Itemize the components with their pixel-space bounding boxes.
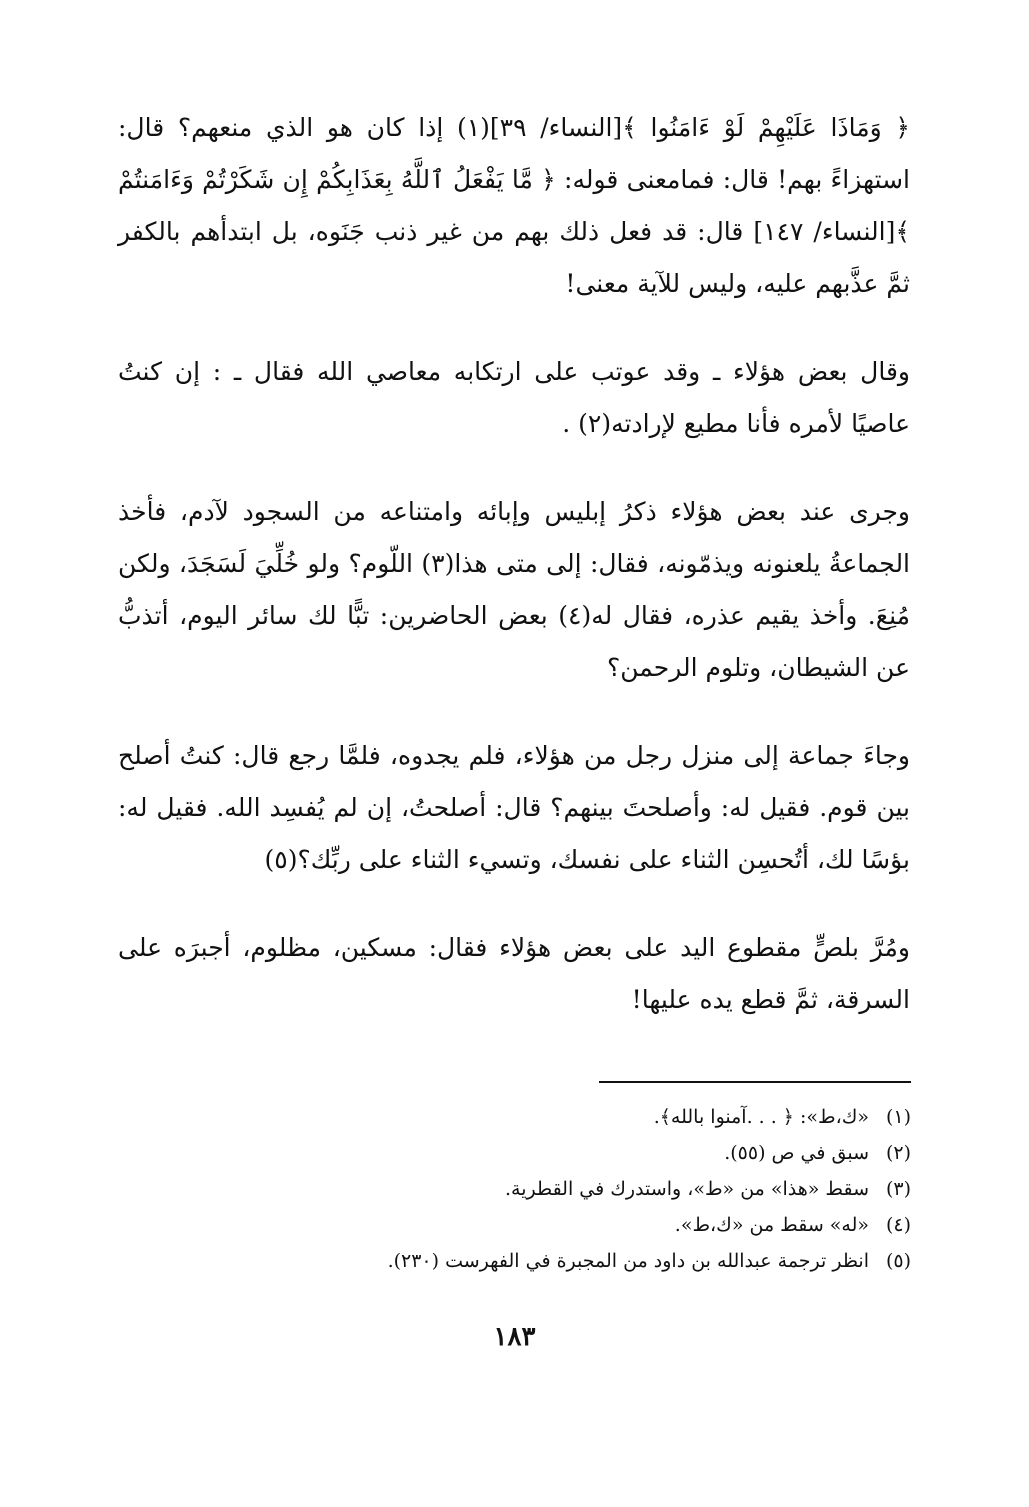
footnote-text: «له» سقط من «ك،ط». <box>674 1214 869 1236</box>
paragraph-3: وجرى عند بعض هؤلاء ذكرُ إبليس وإبائه وامتناعه من السجود لآدم، فأخذ الجماعةُ يلعنونه ويذمّونه، فقال: إلى متى هذا(٣) اللّوم؟ ولو خُلِّيَ لَسَجَدَ، ولكن مُنِعَ. وأخذ يقيم عذره، فقال له(٤) بعض الحاضرين: تبًّا لك سائر اليوم، أتذبُّ عن الشيطان، وتلوم الرحمن؟ <box>118 497 911 682</box>
footnote-number: (٥) <box>885 1250 911 1272</box>
footnote-text: سقط «هذا» من «ط»، واستدرك في القطرية. <box>504 1178 869 1200</box>
footnote-number: (٤) <box>885 1214 911 1236</box>
footnote-number: (٣) <box>885 1178 911 1200</box>
paragraph-5: ومُرَّ بلصٍّ مقطوع اليد على بعض هؤلاء فقال: مسكين، مظلوم، أجبرَه على السرقة، ثمَّ قطع يده عليها! <box>118 933 910 1014</box>
footnote-1 <box>119 1099 911 1135</box>
footnotes <box>119 1099 911 1279</box>
footnote-4 <box>119 1207 911 1243</box>
footnote-text: «ك،ط»: ﴿ . . .آمنوا بالله﴾. <box>653 1106 869 1128</box>
paragraph-4: وجاءَ جماعة إلى منزل رجل من هؤلاء، فلم يجدوه، فلمَّا رجع قال: كنتُ أصلح بين قوم. فقيل له: وأصلحتَ بينهم؟ قال: أصلحتُ، إن لم يُفسِد الله. فقيل له: بؤسًا لك، أتُحسِن الثناء على نفسك، وتسيء الثناء على ربِّك؟(٥) <box>118 741 910 874</box>
footnote-number: (١) <box>885 1106 911 1128</box>
footnote-5 <box>119 1243 911 1279</box>
paragraph-2: وقال بعض هؤلاء ـ وقد عوتب على ارتكابه معاصي الله فقال ـ : إن كنتُ عاصيًا لأمره فأنا مطيع لإرادته(٢) . <box>118 357 910 438</box>
footnote-divider <box>599 1081 911 1083</box>
page-number: ١٨٣ <box>493 1322 536 1352</box>
footnote-number: (٢) <box>885 1142 911 1164</box>
paragraph-1: ﴿ وَمَاذَا عَلَيْهِمْ لَوْ ءَامَنُوا ﴾[النساء/ ٣٩](١) إذا كان هو الذي منعهم؟ قال: استهزاءً بهم! قال: فمامعنى قوله: ﴿ مَّا يَفْعَلُ ٱللَّهُ بِعَذَابِكُمْ إِن شَكَرْتُمْ وَءَامَنتُمْ ﴾[النساء/ ١٤٧] قال: قد فعل ذلك بهم من غير ذنب جَنَوه، بل ابتدأهم بالكفر ثمَّ عذَّبهم عليه، وليس للآية معنى! <box>118 113 910 298</box>
main-text <box>118 102 910 1062</box>
footnote-text: سبق في ص (٥٥). <box>724 1142 869 1164</box>
footnote-text: انظر ترجمة عبدالله بن داود من المجبرة في الفهرست (٢٣٠). <box>387 1250 869 1272</box>
footnote-2 <box>119 1135 911 1171</box>
footnote-3 <box>119 1171 911 1207</box>
